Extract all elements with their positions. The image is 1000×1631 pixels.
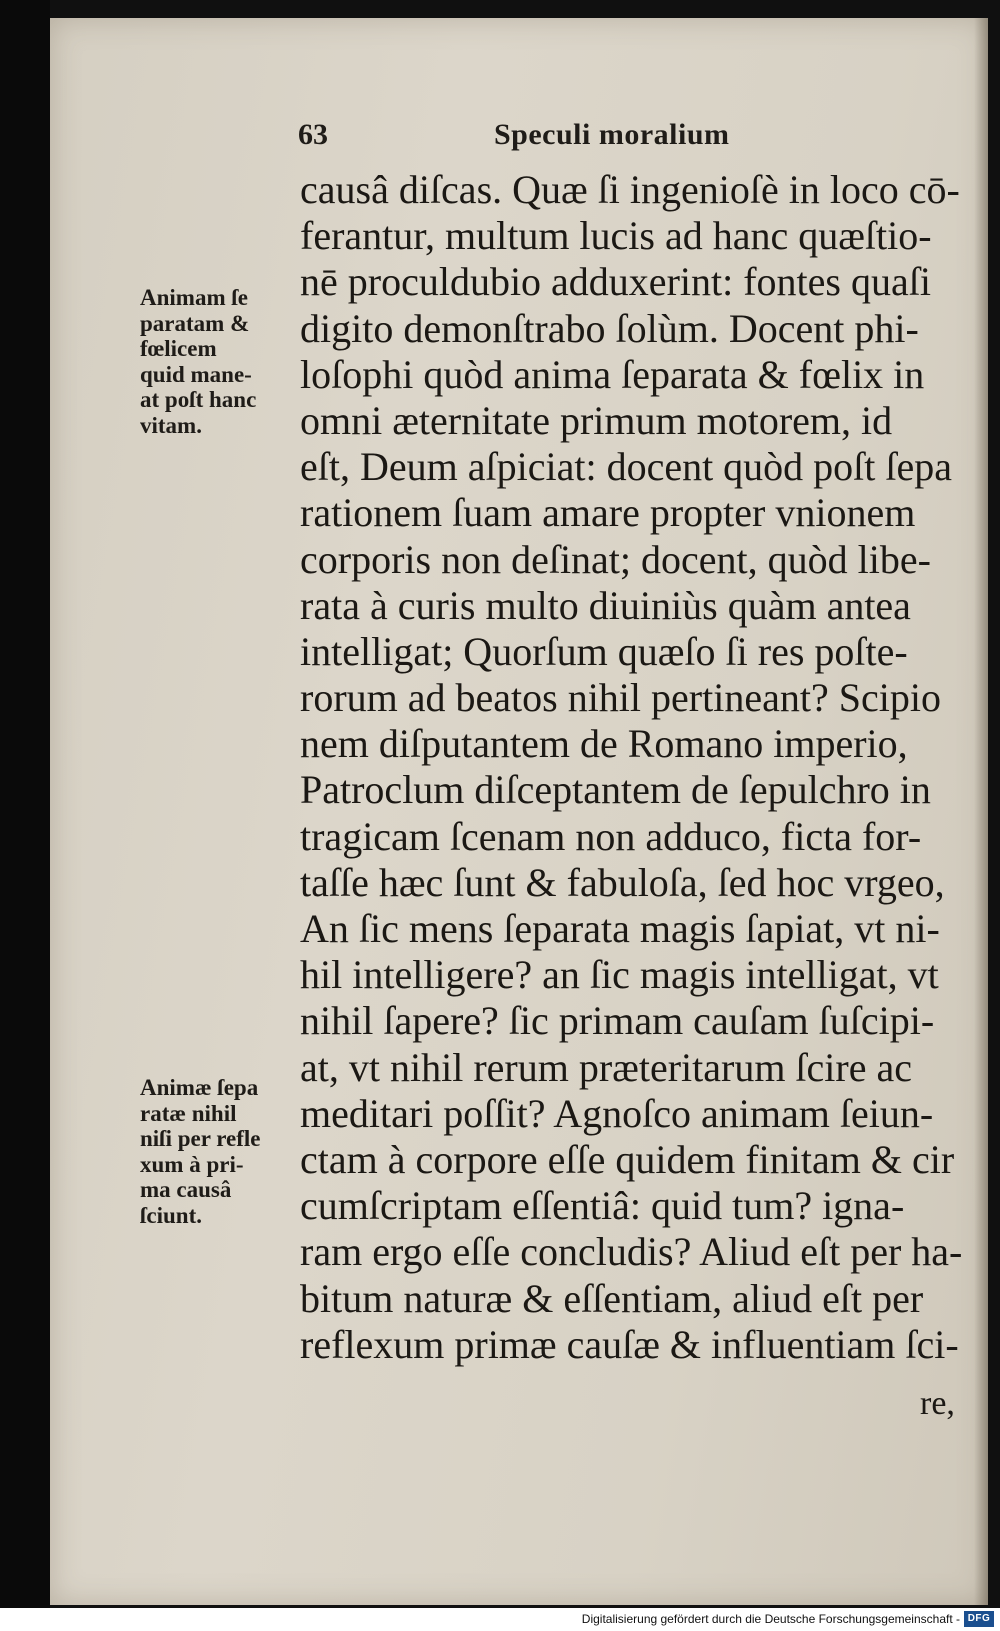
text-line: nihil ſapere? ſic primam cauſam ſuſcipi- (300, 998, 935, 1044)
text-line: tragicam ſcenam non adduco, ficta for- (300, 813, 922, 859)
margin-note-line: quid mane- (140, 361, 252, 387)
text-line: loſophi quòd anima ſeparata & fœlix in (300, 351, 925, 397)
footer-credit: Digitalisierung gefördert durch die Deutsche Forschungsgemeinschaft - (581, 1612, 960, 1626)
margin-note-line: niſi per refle (140, 1126, 261, 1151)
margin-note-line: ma causâ (140, 1177, 232, 1202)
text-line: Patroclum diſceptantem de ſepulchro in (300, 767, 931, 813)
catchword: re, (920, 1385, 955, 1422)
body-text (300, 167, 970, 1368)
margin-note-line: ratæ nihil (140, 1100, 237, 1126)
text-line: An ſic mens ſeparata magis ſapiat, vt ni- (300, 906, 940, 951)
text-line: hil intelligere? an ſic magis intelligat, vt (300, 952, 939, 998)
text-line: causâ diſcas. Quæ ſi ingenioſè in loco cō- (300, 167, 960, 212)
page-edge-shadow (974, 18, 988, 1605)
margin-note-line: ſciunt. (140, 1202, 202, 1228)
text-line: meditari poſſit? Agnoſco animam ſeiun- (300, 1090, 934, 1136)
text-line: bitum naturæ & eſſentiam, aliud eſt per (300, 1275, 924, 1321)
dfg-logo-icon: DFG (964, 1611, 994, 1627)
margin-note-souls-know (140, 1075, 292, 1228)
margin-note-line: xum à pri- (140, 1151, 244, 1177)
text-line: corporis non deſinat; docent, quòd libe- (300, 536, 931, 582)
margin-note-line: Animæ ſepa (140, 1075, 259, 1100)
text-line: reflexum primæ cauſæ & influentiam ſci- (300, 1321, 959, 1367)
text-line: rorum ad beatos nihil pertineant? Scipio (300, 675, 941, 721)
margin-note-soul-separated (140, 285, 292, 438)
page-number: 63 (298, 118, 328, 151)
text-line: eſt, Deum aſpiciat: docent quòd poſt ſepa (300, 444, 953, 490)
text-line: intelligat; Quorſum quæſo ſi res poſte- (300, 628, 908, 674)
text-line: taſſe hæc ſunt & fabuloſa, ſed hoc vrgeo, (300, 859, 945, 905)
text-line: rata à curis multo diuiniùs quàm antea (300, 582, 911, 628)
text-line: nē proculdubio adduxerint: fontes quaſi (300, 259, 931, 305)
text-line: ctam à corpore eſſe quidem finitam & cir (300, 1136, 955, 1182)
text-line: cumſcriptam eſſentiâ: quid tum? igna- (300, 1183, 905, 1229)
text-line: omni æternitate primum motorem, id (300, 397, 893, 443)
margin-note-line: Animam ſe (140, 285, 248, 310)
margin-note-line: fœlicem (140, 336, 217, 361)
margin-note-line: paratam & (140, 310, 250, 336)
text-line: at, vt nihil rerum præteritarum ſcire ac (300, 1044, 912, 1090)
text-line: nem diſputantem de Romano imperio, (300, 721, 908, 767)
margin-note-line: vitam. (140, 412, 202, 438)
margin-note-line: at poſt hanc (140, 387, 257, 412)
scan-left-border (0, 0, 50, 1631)
digitization-footer (0, 1608, 1000, 1631)
text-line: ferantur, multum lucis ad hanc quæſtio- (300, 213, 932, 259)
text-line: ram ergo eſſe concludis? Aliud eſt per ha- (300, 1229, 963, 1275)
running-title: Speculi moralium (494, 118, 730, 151)
text-line: digito demonſtrabo ſolùm. Docent phi- (300, 305, 919, 351)
text-line: rationem ſuam amare propter vnionem (300, 490, 916, 536)
